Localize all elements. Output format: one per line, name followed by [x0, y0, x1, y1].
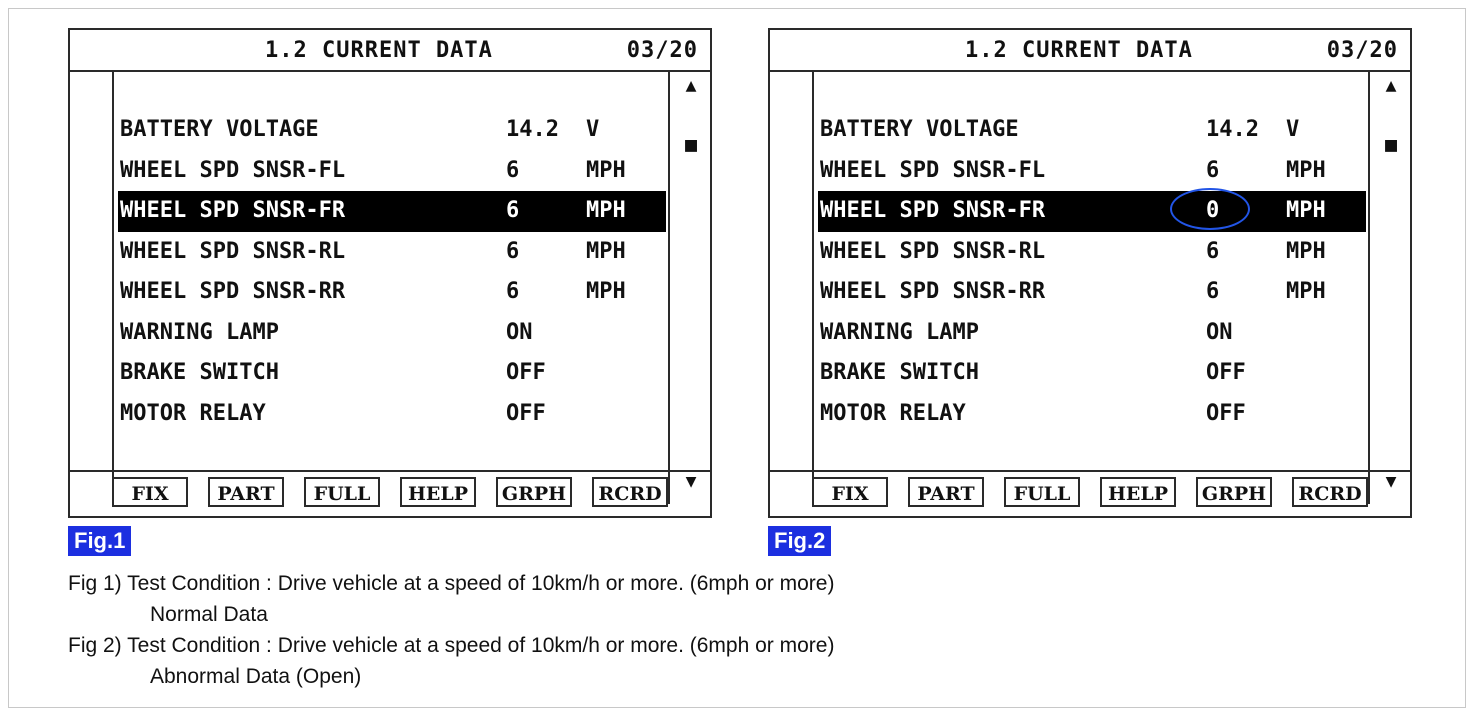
function-key-bar — [70, 470, 710, 516]
highlight-circle — [1170, 188, 1250, 230]
record-button[interactable]: RCRD — [592, 477, 668, 507]
data-row-brake-switch[interactable] — [818, 353, 1366, 394]
data-row-wheel-spd-fl[interactable] — [118, 151, 666, 192]
left-margin-column — [112, 70, 114, 504]
data-row-warning-lamp[interactable] — [818, 313, 1366, 354]
data-row-wheel-spd-rr[interactable] — [118, 272, 666, 313]
screen-title: 1.2 CURRENT DATA — [265, 38, 493, 63]
param-name: WHEEL SPD SNSR-FR — [120, 198, 346, 223]
param-name: MOTOR RELAY — [120, 400, 266, 426]
param-name: WARNING LAMP — [820, 319, 979, 345]
data-row-motor-relay[interactable] — [118, 394, 666, 435]
param-name: WARNING LAMP — [120, 319, 279, 345]
page-indicator: 03/20 — [1326, 38, 1398, 63]
data-row-wheel-spd-rl[interactable] — [818, 232, 1366, 273]
param-name: WHEEL SPD SNSR-FL — [120, 157, 346, 183]
data-row-wheel-spd-fl[interactable] — [818, 151, 1366, 192]
data-list — [818, 110, 1366, 434]
full-button[interactable]: FULL — [1004, 477, 1080, 507]
scanner-screen-fig2 — [768, 28, 1412, 518]
scroll-thumb-icon[interactable]: ■ — [1384, 132, 1398, 156]
graph-button[interactable]: GRPH — [1196, 477, 1272, 507]
param-value: ON — [1206, 319, 1233, 345]
param-name: BATTERY VOLTAGE — [820, 117, 1019, 142]
scrollbar[interactable] — [1368, 70, 1412, 504]
part-button[interactable]: PART — [908, 477, 984, 507]
function-key-bar — [770, 470, 1410, 516]
param-name: WHEEL SPD SNSR-RL — [820, 238, 1046, 264]
param-unit: MPH — [1286, 279, 1326, 304]
left-margin-column — [812, 70, 814, 504]
param-value: 6 — [506, 157, 520, 183]
caption-fig2-condition: Fig 2) Test Condition : Drive vehicle at a speed of 10km/h or more. (6mph or more) — [68, 634, 835, 657]
param-name: BRAKE SWITCH — [120, 360, 279, 385]
help-button[interactable]: HELP — [400, 477, 476, 507]
scroll-down-arrow-icon[interactable]: ▼ — [685, 471, 697, 492]
data-row-motor-relay[interactable] — [818, 394, 1366, 435]
data-row-wheel-spd-fr-selected[interactable] — [818, 191, 1366, 232]
help-button[interactable]: HELP — [1100, 477, 1176, 507]
data-row-wheel-spd-rl[interactable] — [118, 232, 666, 273]
data-list — [118, 110, 666, 434]
data-row-wheel-spd-rr[interactable] — [818, 272, 1366, 313]
param-value: 6 — [506, 279, 520, 304]
caption-fig2-result: Abnormal Data (Open) — [150, 665, 362, 688]
param-name: WHEEL SPD SNSR-FL — [820, 157, 1046, 183]
param-value: 14.2 — [506, 117, 559, 142]
param-name: BATTERY VOLTAGE — [120, 117, 319, 142]
part-button[interactable]: PART — [208, 477, 284, 507]
param-value: OFF — [1206, 360, 1246, 385]
param-unit: MPH — [1286, 198, 1326, 223]
param-unit: V — [1286, 117, 1300, 142]
scrollbar[interactable] — [668, 70, 712, 504]
record-button[interactable]: RCRD — [1292, 477, 1368, 507]
graph-button[interactable]: GRPH — [496, 477, 572, 507]
param-unit: MPH — [586, 279, 626, 304]
param-value: OFF — [506, 360, 546, 385]
param-name: WHEEL SPD SNSR-RL — [120, 238, 346, 264]
fix-button[interactable]: FIX — [812, 477, 888, 507]
scroll-down-arrow-icon[interactable]: ▼ — [1385, 471, 1397, 492]
full-button[interactable]: FULL — [304, 477, 380, 507]
param-value: OFF — [506, 400, 546, 426]
param-value: 14.2 — [1206, 117, 1259, 142]
param-name: BRAKE SWITCH — [820, 360, 979, 385]
param-unit: MPH — [586, 157, 626, 183]
scroll-thumb-icon[interactable]: ■ — [684, 132, 698, 156]
param-value: OFF — [1206, 400, 1246, 426]
scanner-screen-fig1 — [68, 28, 712, 518]
param-unit: MPH — [586, 198, 626, 223]
param-name: MOTOR RELAY — [820, 400, 966, 426]
caption-fig1-result: Normal Data — [150, 603, 268, 626]
param-name: WHEEL SPD SNSR-FR — [820, 198, 1046, 223]
scroll-up-arrow-icon[interactable]: ▲ — [1385, 75, 1397, 96]
param-value: 6 — [1206, 157, 1220, 183]
data-row-warning-lamp[interactable] — [118, 313, 666, 354]
caption-fig1-condition: Fig 1) Test Condition : Drive vehicle at a speed of 10km/h or more. (6mph or more) — [68, 572, 835, 595]
title-bar — [70, 30, 710, 72]
fix-button[interactable]: FIX — [112, 477, 188, 507]
param-name: WHEEL SPD SNSR-RR — [120, 279, 346, 304]
data-row-battery-voltage[interactable] — [118, 110, 666, 151]
param-value: 6 — [506, 238, 520, 264]
param-value: 6 — [1206, 279, 1220, 304]
figure-tag-2: Fig.2 — [768, 526, 831, 556]
param-value: 0 — [1206, 198, 1220, 223]
figure-tag-1: Fig.1 — [68, 526, 131, 556]
param-unit: V — [586, 117, 600, 142]
param-value: ON — [506, 319, 533, 345]
param-unit: MPH — [1286, 238, 1326, 264]
data-row-brake-switch[interactable] — [118, 353, 666, 394]
param-unit: MPH — [586, 238, 626, 264]
page-indicator: 03/20 — [626, 38, 698, 63]
param-unit: MPH — [1286, 157, 1326, 183]
title-bar — [770, 30, 1410, 72]
param-name: WHEEL SPD SNSR-RR — [820, 279, 1046, 304]
param-value: 6 — [506, 198, 520, 223]
scroll-up-arrow-icon[interactable]: ▲ — [685, 75, 697, 96]
data-row-battery-voltage[interactable] — [818, 110, 1366, 151]
param-value: 6 — [1206, 238, 1220, 264]
screen-title: 1.2 CURRENT DATA — [965, 38, 1193, 63]
data-row-wheel-spd-fr-selected[interactable] — [118, 191, 666, 232]
